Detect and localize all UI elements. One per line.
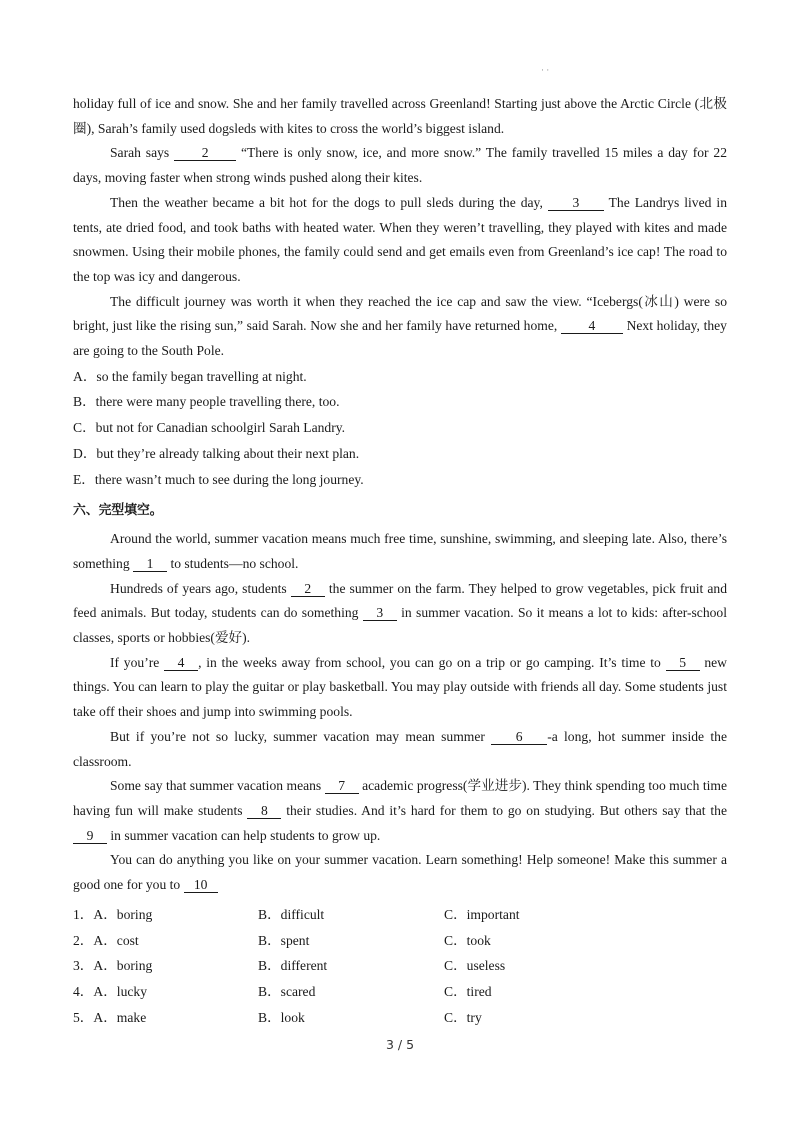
question-1-option-c: C．important — [444, 906, 520, 922]
passage-paragraph-1: holiday full of ice and snow. She and her family travelled across Greenland! Starting just above the Arctic Circle (北极圈), Sarah’s family used dogsleds with kites to cross the world’s biggest island. — [73, 96, 727, 136]
question-1-option-b: B．difficult — [258, 906, 325, 922]
option-c: C．but not for Canadian schoolgirl Sarah Landry. — [73, 420, 346, 436]
question-3-option-c: C．useless — [444, 958, 506, 974]
question-2-option-b: B．spent — [258, 932, 310, 948]
question-3-option-a: 3．A．boring — [73, 958, 153, 974]
question-2-option-c: C．took — [444, 932, 491, 948]
option-b: B．there were many people travelling there, too. — [73, 394, 340, 410]
blank-4: 4 — [561, 318, 623, 334]
question-4-option-c: C．tired — [444, 984, 492, 1000]
page-number: 3 / 5 — [385, 1037, 415, 1052]
cloze-blank-1: 1 — [133, 556, 167, 572]
question-row — [73, 928, 727, 954]
cloze-blank-6: 6 — [491, 729, 547, 745]
cloze-paragraph-3: If you’re 4 , in the weeks away from school, you can go on a trip or go camping. It’s time to 5 new things. You can learn to play the guitar or play basketball. You may play outside with friends all day. Some students just take off their shoes and jump into swimming pools. — [73, 654, 727, 720]
header-marks: · · — [541, 65, 550, 75]
cloze-paragraph-2: Hundreds of years ago, students 2 the summer on the farm. They helped to grow vegetables, pick fruit and feed animals. But today, students can do something 3 in summer vacation. So it means a lot to kids: after-school classes, sports or hobbies(爱好). — [73, 580, 727, 646]
cloze-blank-9: 9 — [73, 828, 107, 844]
question-choices — [73, 902, 727, 1031]
cloze-blank-7: 7 — [325, 778, 359, 794]
question-row — [73, 1005, 727, 1031]
question-5-option-c: C．try — [444, 1009, 482, 1025]
cloze-paragraph-5: Some say that summer vacation means 7 academic progress(学业进步). They think spending too much time having fun will make students 8 their studies. And it’s hard for them to go on studying. But others say that the 9 in summer vacation can help students to grow up. — [73, 778, 727, 843]
question-5-option-b: B．look — [258, 1009, 305, 1025]
question-1-option-a: 1．A．boring — [73, 906, 153, 922]
page-content — [73, 92, 727, 1031]
passage-paragraph-2: Sarah says 2 “There is only snow, ice, and more snow.” The family travelled 15 miles a day for 22 days, moving faster when strong winds pushed along their kites. — [73, 145, 727, 186]
option-a: A．so the family began travelling at night. — [73, 368, 307, 384]
cloze-blank-2: 2 — [291, 581, 325, 597]
cloze-paragraph-6: You can do anything you like on your summer vacation. Learn something! Help someone! Make this summer a good one for you to 10 — [73, 852, 727, 893]
question-3-option-b: B．different — [258, 958, 328, 974]
blank-3: 3 — [548, 195, 604, 211]
question-2-option-a: 2．A．cost — [73, 932, 139, 948]
option-e: E．there wasn’t much to see during the long journey. — [73, 471, 364, 487]
passage-paragraph-3: Then the weather became a bit hot for the dogs to pull sleds during the day, 3 The Landrys lived in tents, ate dried food, and took baths with heated water. When they weren’t travelling, they played with kites and made snowmen. Using their mobile phones, the family could send and get emails even from Greenland’s ice cap! The road to the top was icy and dangerous. — [73, 194, 727, 284]
cloze-paragraph-1: Around the world, summer vacation means much free time, sunshine, swimming, and sleeping late. Also, there’s something 1 to students—no school. — [73, 531, 727, 571]
blank-2: 2 — [174, 145, 236, 161]
cloze-paragraph-4: But if you’re not so lucky, summer vacation may mean summer 6 -a long, hot summer inside the classroom. — [73, 728, 727, 769]
question-row — [73, 979, 727, 1005]
cloze-blank-4: 4 — [164, 655, 198, 671]
cloze-blank-8: 8 — [247, 803, 281, 819]
cloze-blank-5: 5 — [666, 655, 700, 671]
question-4-option-a: 4．A．lucky — [73, 984, 148, 1000]
section-heading: 六、完型填空。 — [73, 503, 163, 519]
question-5-option-a: 5．A．make — [73, 1009, 147, 1025]
option-d: D．but they’re already talking about their next plan. — [73, 445, 360, 461]
question-row — [73, 953, 727, 979]
passage-paragraph-4: The difficult journey was worth it when they reached the ice cap and saw the view. “Icebergs(冰山) were so bright, just like the rising sun,” said Sarah. Now she and her family have returned home, 4 Next holiday, they are going to the South Pole. — [73, 293, 727, 359]
cloze-blank-10: 10 — [184, 877, 218, 893]
question-row — [73, 902, 727, 928]
cloze-blank-3: 3 — [363, 605, 397, 621]
question-4-option-b: B．scared — [258, 984, 316, 1000]
